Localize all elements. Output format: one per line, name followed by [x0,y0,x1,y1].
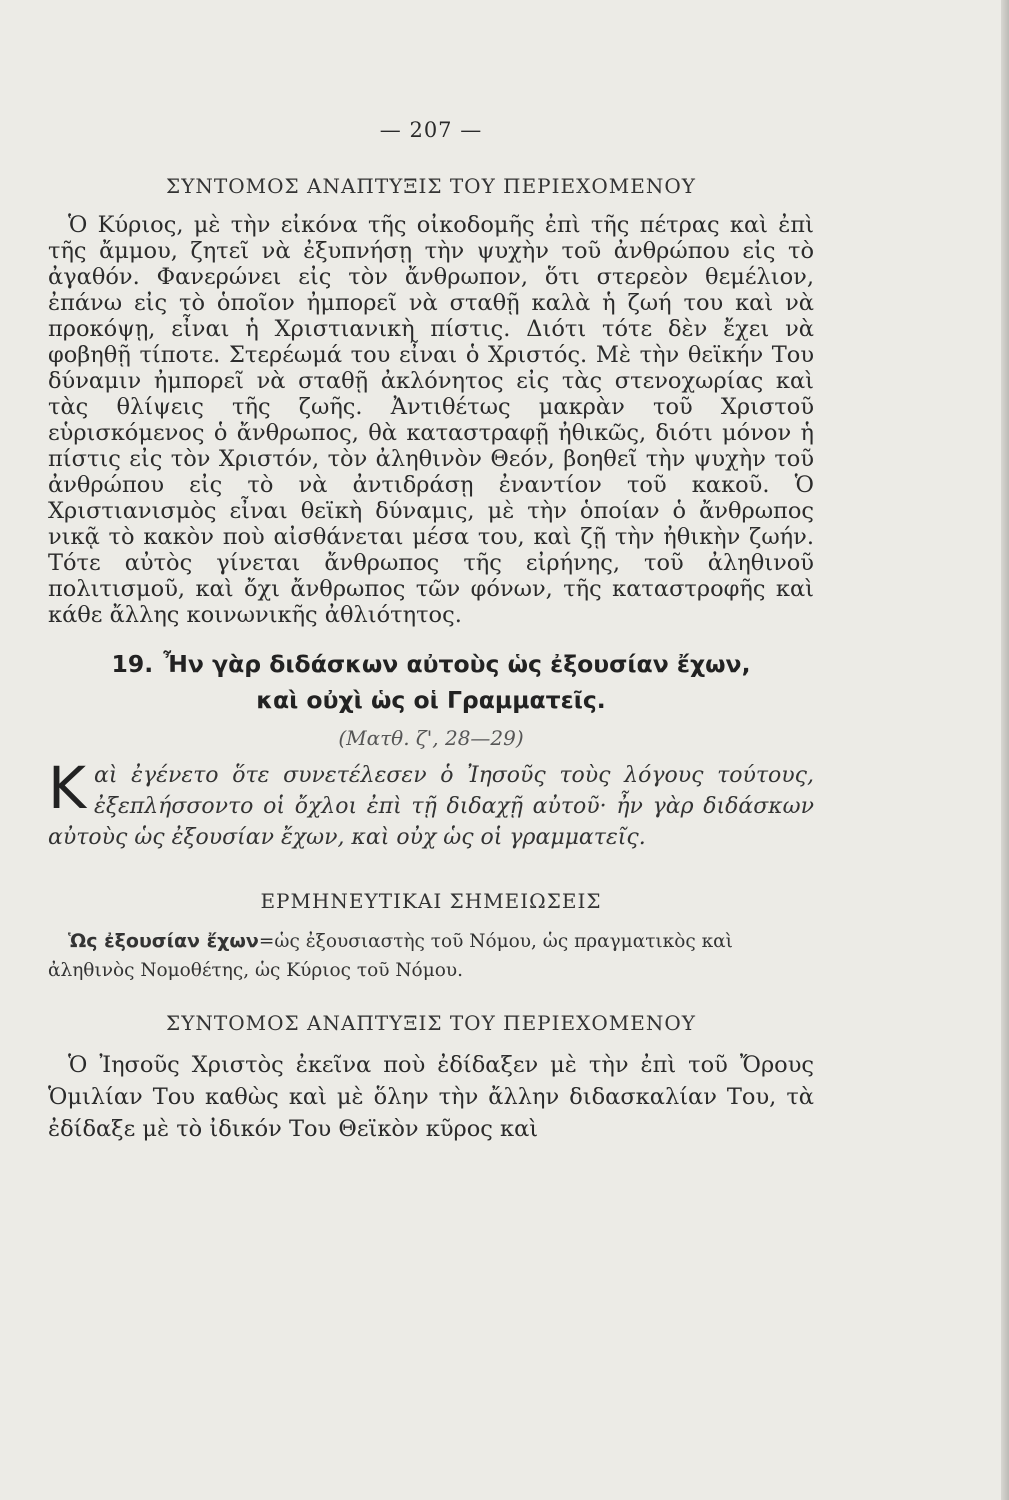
page-number: — 207 — [379,118,483,142]
scripture-passage [48,754,814,853]
verse-reference: (Ματθ. ζ', 28—29) [338,726,524,750]
note-text: =ὡς ἐξουσιαστὴς τοῦ Νόμου, ὡς πραγματικὸς καὶ ἀληθινὸς Νομοθέτης, ὡς Κύριος τοῦ Νόμου. [48,931,733,981]
summary-paragraph-1: Ὁ Κύριος, μὲ τὴν εἰκόνα τῆς οἰκοδομῆς ἐπὶ τῆς πέτρας καὶ ἐπὶ τῆς ἄμμου, ζητεῖ νὰ ἐξυπνήσῃ τὴν ψυχὴν τοῦ ἀνθρώπου εἰς τὸ ἀγαθόν. Φανερώνει εἰς τὸν ἄνθρωπον, ὅτι στερεὸν θεμέλιον, ἐπάνω εἰς τὸ ὁποῖον ἠμπορεῖ νὰ σταθῇ καλὰ ἡ ζωή του καὶ νὰ προκόψῃ, εἶναι ἡ Χριστιανικὴ πίστις. Διότι τότε δὲν ἔχει νὰ φοβηθῇ τίποτε. Στερέωμά του εἶναι ὁ Χριστός. Μὲ τὴν θεϊκήν Του δύναμιν ἠμπορεῖ νὰ σταθῇ ἀκλόνητος εἰς τὰς στενοχωρίας καὶ τὰς θλίψεις τῆς ζωῆς. Ἀντιθέτως μακρὰν τοῦ Χριστοῦ εὑρισκόμενος ὁ ἄνθρωπος, θὰ καταστραφῇ ἠθικῶς, διότι μόνον ἡ πίστις εἰς τὸν Χριστόν, τὸν ἀληθινὸν Θεόν, βοηθεῖ τὴν ψυχὴν τοῦ ἀνθρώπου εἰς τὸ νὰ ἀντιδράσῃ ἐναντίον τοῦ κακοῦ. Ὁ Χριστιανισμὸς εἶναι θεϊκὴ δύναμις, μὲ τὴν ὁποίαν ὁ ἄνθρωπος νικᾷ τὸ κακὸν ποὺ αἰσθάνεται μέσα του, καὶ ζῇ τὴν ἠθικὴν ζωήν. Τότε αὐτὸς γίνεται ἄνθρωπος τῆς εἰρήνης, τοῦ ἀληθινοῦ πολιτισμοῦ, καὶ ὄχι ἄνθρωπος τῶν φόνων, τῆς καταστροφῆς καὶ κάθε ἄλλης κοινωνικῆς ἀθλιότητος. [48,212,814,628]
scripture-text: αὶ ἐγένετο ὅτε συνετέλεσεν ὁ Ἰησοῦς τοὺς λόγους τούτους, ἐξεπλήσσοντο οἱ ὄχλοι ἐπὶ τῇ διδαχῇ αὐτοῦ· ἦν γὰρ διδάσκων αὐτοὺς ὡς ἐξουσίαν ἔχων, καὶ οὐχ ὡς οἱ γραμματεῖς. [48,763,814,850]
verse-title-line-1: Ἦν γὰρ διδάσκων αὐτοὺς ὡς ἐξουσίαν ἔχων, [163,650,751,678]
summary-heading-1: ΣΥΝΤΟΜΟΣ ΑΝΑΠΤΥΞΙΣ ΤΟΥ ΠΕΡΙΕΧΟΜΕΝΟΥ [166,174,696,198]
verse-title [48,646,814,718]
verse-title-line-2: καὶ οὐχὶ ὡς οἱ Γραμματεῖς. [256,686,606,714]
drop-cap: Κ [48,754,87,822]
notes-heading: ΕΡΜΗΝΕΥΤΙΚΑΙ ΣΗΜΕΙΩΣΕΙΣ [260,889,602,913]
book-page [48,110,814,1145]
verse-number: 19. [111,650,154,678]
page-edge-shadow [1001,0,1009,1500]
interpretive-note [48,927,814,985]
summary-heading-2: ΣΥΝΤΟΜΟΣ ΑΝΑΠΤΥΞΙΣ ΤΟΥ ΠΕΡΙΕΧΟΜΕΝΟΥ [166,1011,696,1035]
note-term: Ὡς ἐξουσίαν ἔχων [68,930,259,952]
summary-paragraph-2: Ὁ Ἰησοῦς Χριστὸς ἐκεῖνα ποὺ ἐδίδαξεν μὲ τὴν ἐπὶ τοῦ Ὄρους Ὁμιλίαν Του καθὼς καὶ μὲ ὅλην τὴν ἄλλην διδασκαλίαν Του, τὰ ἐδίδαξε μὲ τὸ ἰδικόν Του Θεϊκὸν κῦρος καὶ [48,1052,814,1142]
